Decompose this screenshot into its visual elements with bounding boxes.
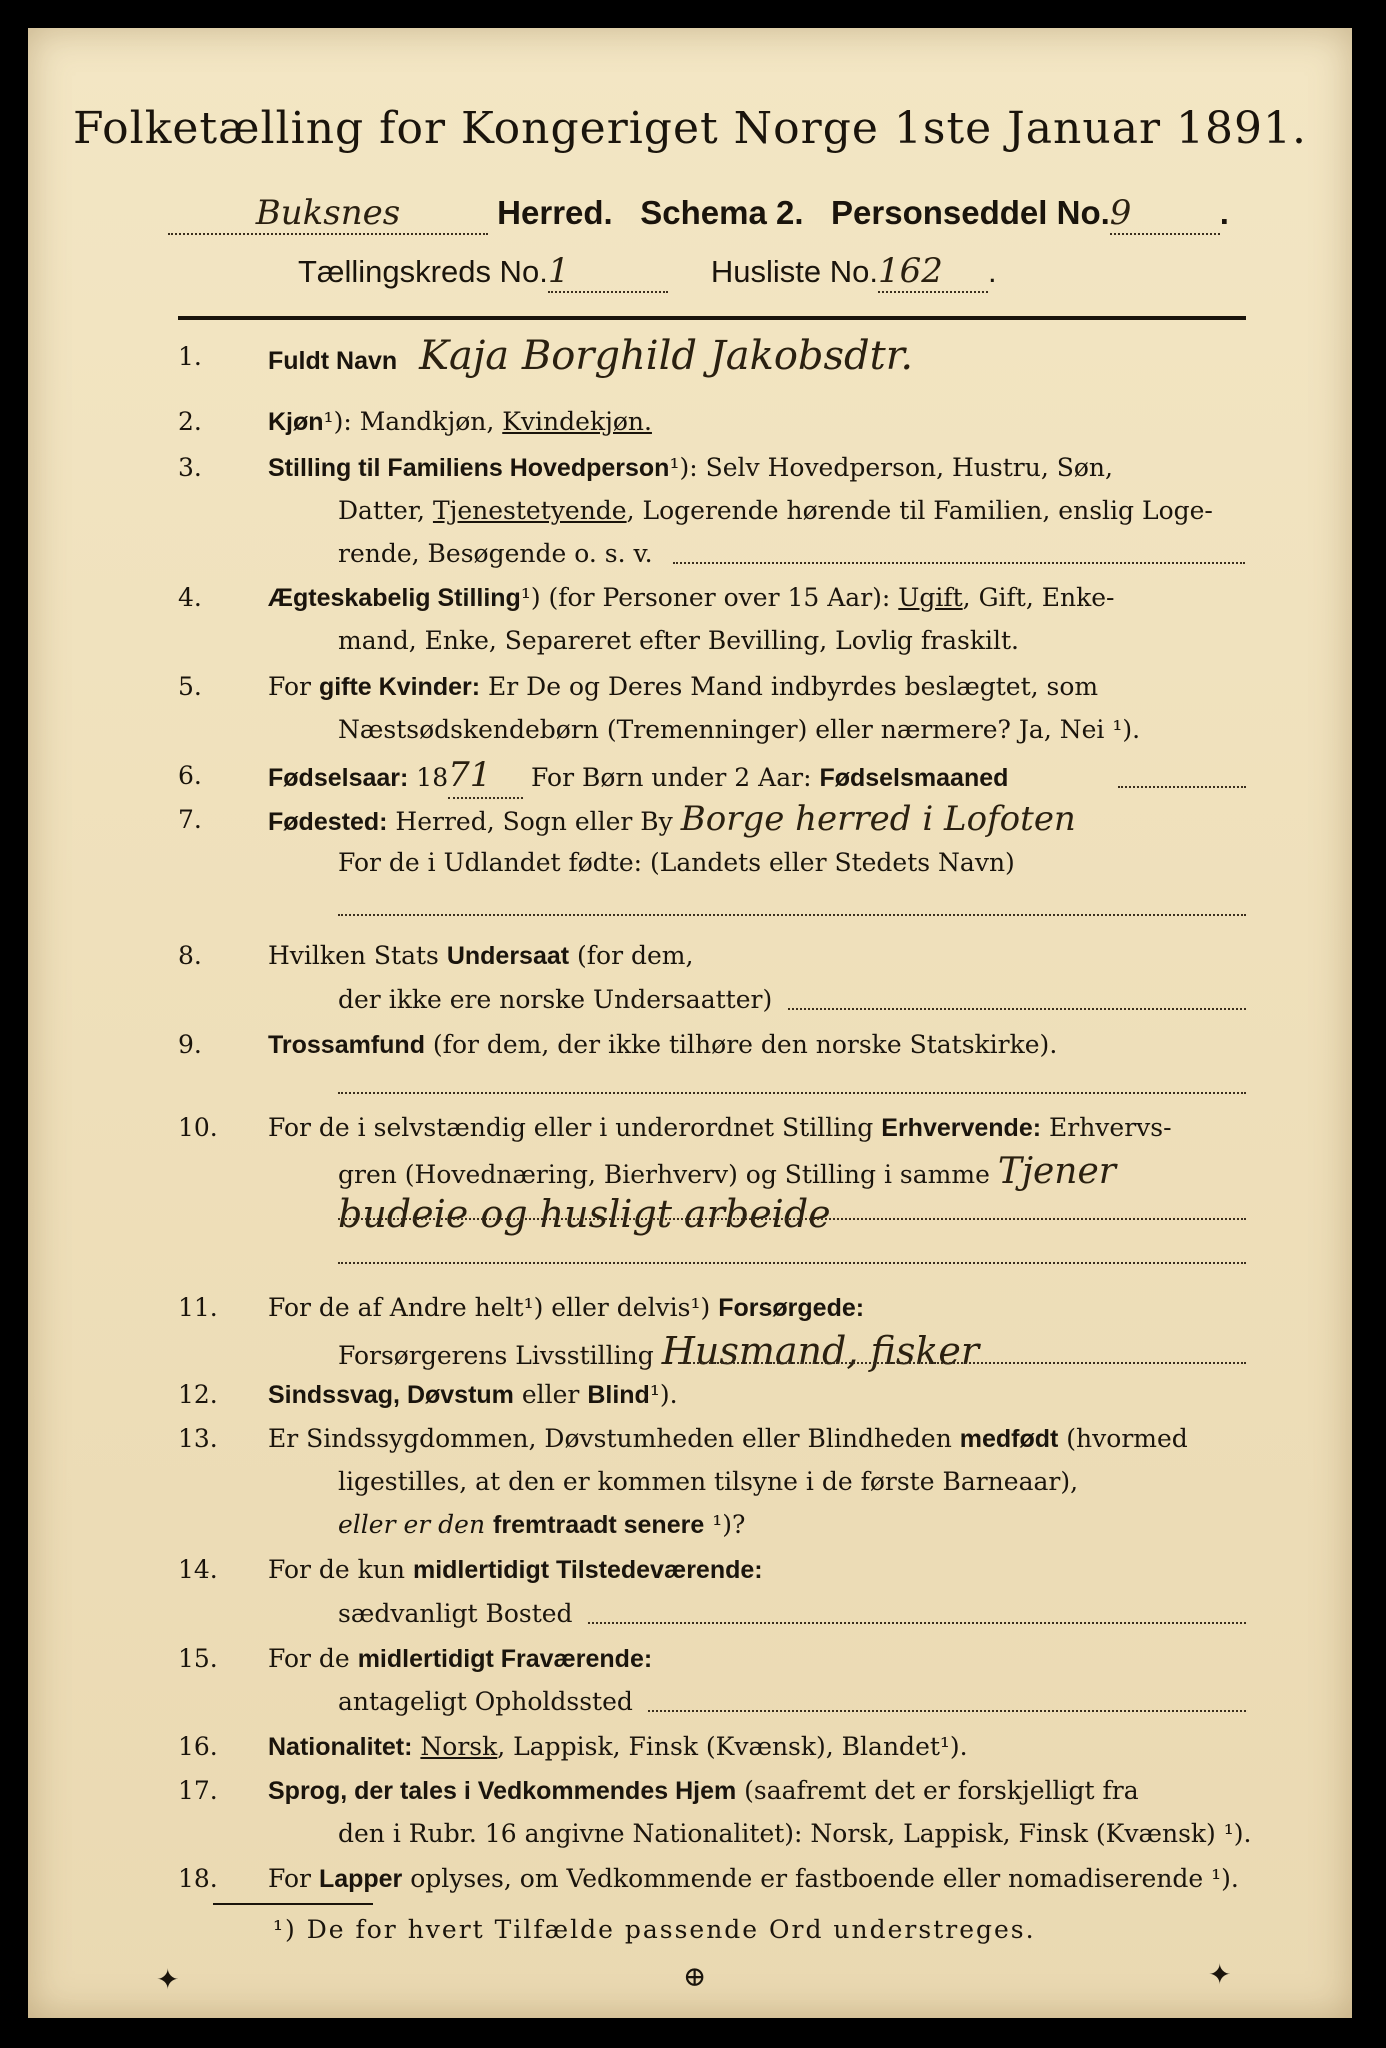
dotted-line: [788, 1008, 1246, 1010]
form-title: Folketælling for Kongeriget Norge 1ste Januar 1891.: [73, 103, 1307, 154]
item-number: 3.: [178, 453, 202, 482]
item-number: 14.: [178, 1555, 218, 1584]
dotted-line: [1118, 786, 1246, 788]
dotted-line: [673, 562, 1245, 564]
item-number: 1.: [178, 342, 202, 371]
occupation-value-1: Tjener: [997, 1151, 1117, 1192]
item-number: 8.: [178, 941, 202, 970]
taellingskreds-number: 1: [548, 251, 668, 293]
item-label: medfødt: [959, 1425, 1059, 1453]
item-label: Forsørgede:: [718, 1294, 865, 1322]
underlined-answer: Tjenestetyende: [432, 496, 627, 525]
dotted-line: [338, 1092, 1246, 1094]
item-text: 18: [408, 763, 449, 792]
item-label: Nationalitet:: [268, 1733, 413, 1761]
item-text: (saafremt det er forskjelligt fra: [736, 1776, 1139, 1805]
item-text: (for dem,: [569, 941, 694, 970]
item-label: midlertidigt Fraværende:: [357, 1645, 653, 1673]
item-label: Sprog, der tales i Vedkommendes Hjem: [268, 1777, 737, 1805]
herred-name: Buksnes: [168, 193, 488, 235]
item-label: Fødselsaar:: [268, 764, 409, 792]
registration-mark-icon: ✦: [156, 1963, 180, 1996]
taellingskreds-husliste-line: Tællingskreds No.1 Husliste No.162 .: [298, 251, 997, 291]
item-text: Datter,: [338, 496, 433, 525]
item-text: der ikke ere norske Undersaatter): [338, 985, 773, 1014]
schema-label: Schema 2.: [640, 194, 804, 231]
item-text: Er Sindssygdommen, Døvstumheden eller Blindheden: [268, 1424, 960, 1453]
dotted-line: [588, 1622, 1246, 1624]
item-text: Næstsødskendebørn (Tremenninger) eller nærmere? Ja, Nei ¹).: [338, 715, 1141, 744]
item-text: Herred, Sogn eller By: [387, 807, 681, 836]
supporter-occupation-value: Husmand, fisker: [661, 1329, 980, 1373]
item-text: oplyses, om Vedkommende er fastboende eller nomadiserende ¹).: [402, 1864, 1239, 1893]
item-label: Ægteskabelig Stilling: [268, 584, 521, 612]
item-number: 16.: [178, 1732, 218, 1761]
husliste-label: Husliste No.: [710, 254, 878, 289]
item-text: antageligt Opholdssted: [338, 1687, 633, 1716]
item-text: (hvormed: [1058, 1424, 1188, 1453]
item-text: eller: [513, 1380, 588, 1409]
header-rule: [178, 316, 1246, 320]
item-text: For: [268, 1864, 319, 1893]
item-label: Fuldt Navn: [268, 347, 398, 375]
item-number: 12.: [178, 1380, 218, 1409]
occupation-value-2: budeie og husligt arbeide: [338, 1192, 831, 1236]
item-text: gren (Hovednæring, Bierhverv) og Stilling i samme: [338, 1160, 990, 1189]
item-text: For de i selvstændig eller i underordnet Stilling: [268, 1113, 882, 1142]
item-text: den i Rubr. 16 angivne Nationalitet): Norsk, Lappisk, Finsk (Kvænsk) ¹).: [338, 1819, 1252, 1848]
item-label: gifte Kvinder:: [318, 673, 481, 701]
item-number: 2.: [178, 407, 202, 436]
dotted-line: [338, 1262, 1246, 1264]
dotted-line: [648, 1710, 1246, 1712]
item-text: For Børn under 2 Aar:: [523, 763, 820, 792]
item-label: Blind: [587, 1381, 650, 1409]
item-text: For de i Udlandet fødte: (Landets eller Stedets Navn): [338, 848, 1015, 877]
husliste-number: 162: [878, 251, 988, 293]
item-number: 17.: [178, 1776, 218, 1805]
item-text: , Logerende hørende til Familien, enslig Loge-: [626, 496, 1213, 525]
item-text: Hvilken Stats: [268, 941, 447, 970]
item-text: , Lappisk, Finsk (Kvænsk), Blandet¹).: [497, 1732, 968, 1761]
item-text: ¹): Mandkjøn,: [323, 407, 503, 436]
dotted-line: [338, 914, 1246, 916]
item-text: ligestilles, at den er kommen tilsyne i de første Barneaar),: [338, 1467, 1079, 1496]
item-label: Sindssvag, Døvstum: [268, 1381, 514, 1409]
registration-mark-icon: ✦: [1208, 1958, 1232, 1991]
item-label: Erhvervende:: [881, 1114, 1042, 1142]
taellingskreds-label: Tællingskreds No.: [298, 254, 548, 289]
item-text: eller er den: [338, 1510, 494, 1539]
footnote: ¹) De for hvert Tilfælde passende Ord understreges.: [273, 1915, 1036, 1944]
item-number: 6.: [178, 761, 202, 790]
item-text: rende, Besøgende o. s. v.: [338, 539, 653, 568]
item-text: mand, Enke, Separeret efter Bevilling, Lovlig fraskilt.: [338, 626, 1019, 655]
item-label: midlertidigt Tilstedeværende:: [412, 1556, 763, 1584]
herred-schema-line: Buksnes Herred. Schema 2. Personseddel No.9 .: [168, 193, 1248, 235]
item-label: Kjøn: [268, 408, 324, 436]
item-text: Forsørgerens Livsstilling: [338, 1341, 654, 1370]
birthplace-value: Borge herred i Lofoten: [680, 799, 1076, 839]
dotted-line: [678, 1362, 1246, 1364]
underlined-answer: Ugift: [898, 583, 963, 612]
item-number: 13.: [178, 1424, 218, 1453]
footnote-rule: [213, 1903, 373, 1905]
item-label: Trossamfund: [268, 1031, 425, 1059]
underlined-answer: Kvindekjøn.: [502, 407, 652, 436]
item-number: 15.: [178, 1644, 218, 1673]
item-text: (for dem, der ikke tilhøre den norske Statskirke).: [424, 1030, 1058, 1059]
dotted-line: [338, 1218, 1246, 1220]
item-label: Stilling til Familiens Hovedperson: [268, 454, 670, 482]
census-form-sheet: [28, 28, 1352, 2018]
registration-mark-icon: ⊕: [683, 1960, 707, 1993]
item-label: Fødselsmaaned: [819, 764, 1009, 792]
item-label: fremtraadt senere: [493, 1511, 705, 1539]
item-text: ¹)?: [704, 1510, 746, 1539]
item-number: 7.: [178, 805, 202, 834]
birth-year-value: 71: [448, 754, 523, 799]
item-text: For de af Andre helt¹) eller delvis¹): [268, 1293, 719, 1322]
item-number: 4.: [178, 583, 202, 612]
item-number: 18.: [178, 1864, 218, 1893]
item-label: Undersaat: [446, 942, 570, 970]
item-number: 10.: [178, 1113, 218, 1142]
item-label: Lapper: [318, 1865, 403, 1893]
personseddel-number: 9: [1110, 193, 1220, 235]
item-text: sædvanligt Bosted: [338, 1599, 573, 1628]
item-number: 11.: [178, 1293, 218, 1322]
item-number: 9.: [178, 1030, 202, 1059]
item-text: ¹).: [649, 1380, 678, 1409]
personseddel-label: Personseddel No.: [831, 194, 1110, 231]
full-name-value: Kaja Borghild Jakobsdtr.: [419, 333, 914, 379]
item-text: ¹): Selv Hovedperson, Hustru, Søn,: [669, 453, 1113, 482]
item-text: , Gift, Enke-: [962, 583, 1115, 612]
item-label: Fødested:: [268, 808, 388, 836]
item-text: ¹) (for Personer over 15 Aar):: [520, 583, 899, 612]
item-text: For de: [268, 1644, 358, 1673]
underlined-answer: Norsk: [420, 1732, 498, 1761]
item-text: Erhvervs-: [1041, 1113, 1172, 1142]
item-text: For: [268, 672, 319, 701]
item-text: Er De og Deres Mand indbyrdes beslægtet, som: [480, 672, 1099, 701]
item-number: 5.: [178, 672, 202, 701]
item-text: For de kun: [268, 1555, 413, 1584]
herred-label: Herred.: [497, 194, 613, 231]
